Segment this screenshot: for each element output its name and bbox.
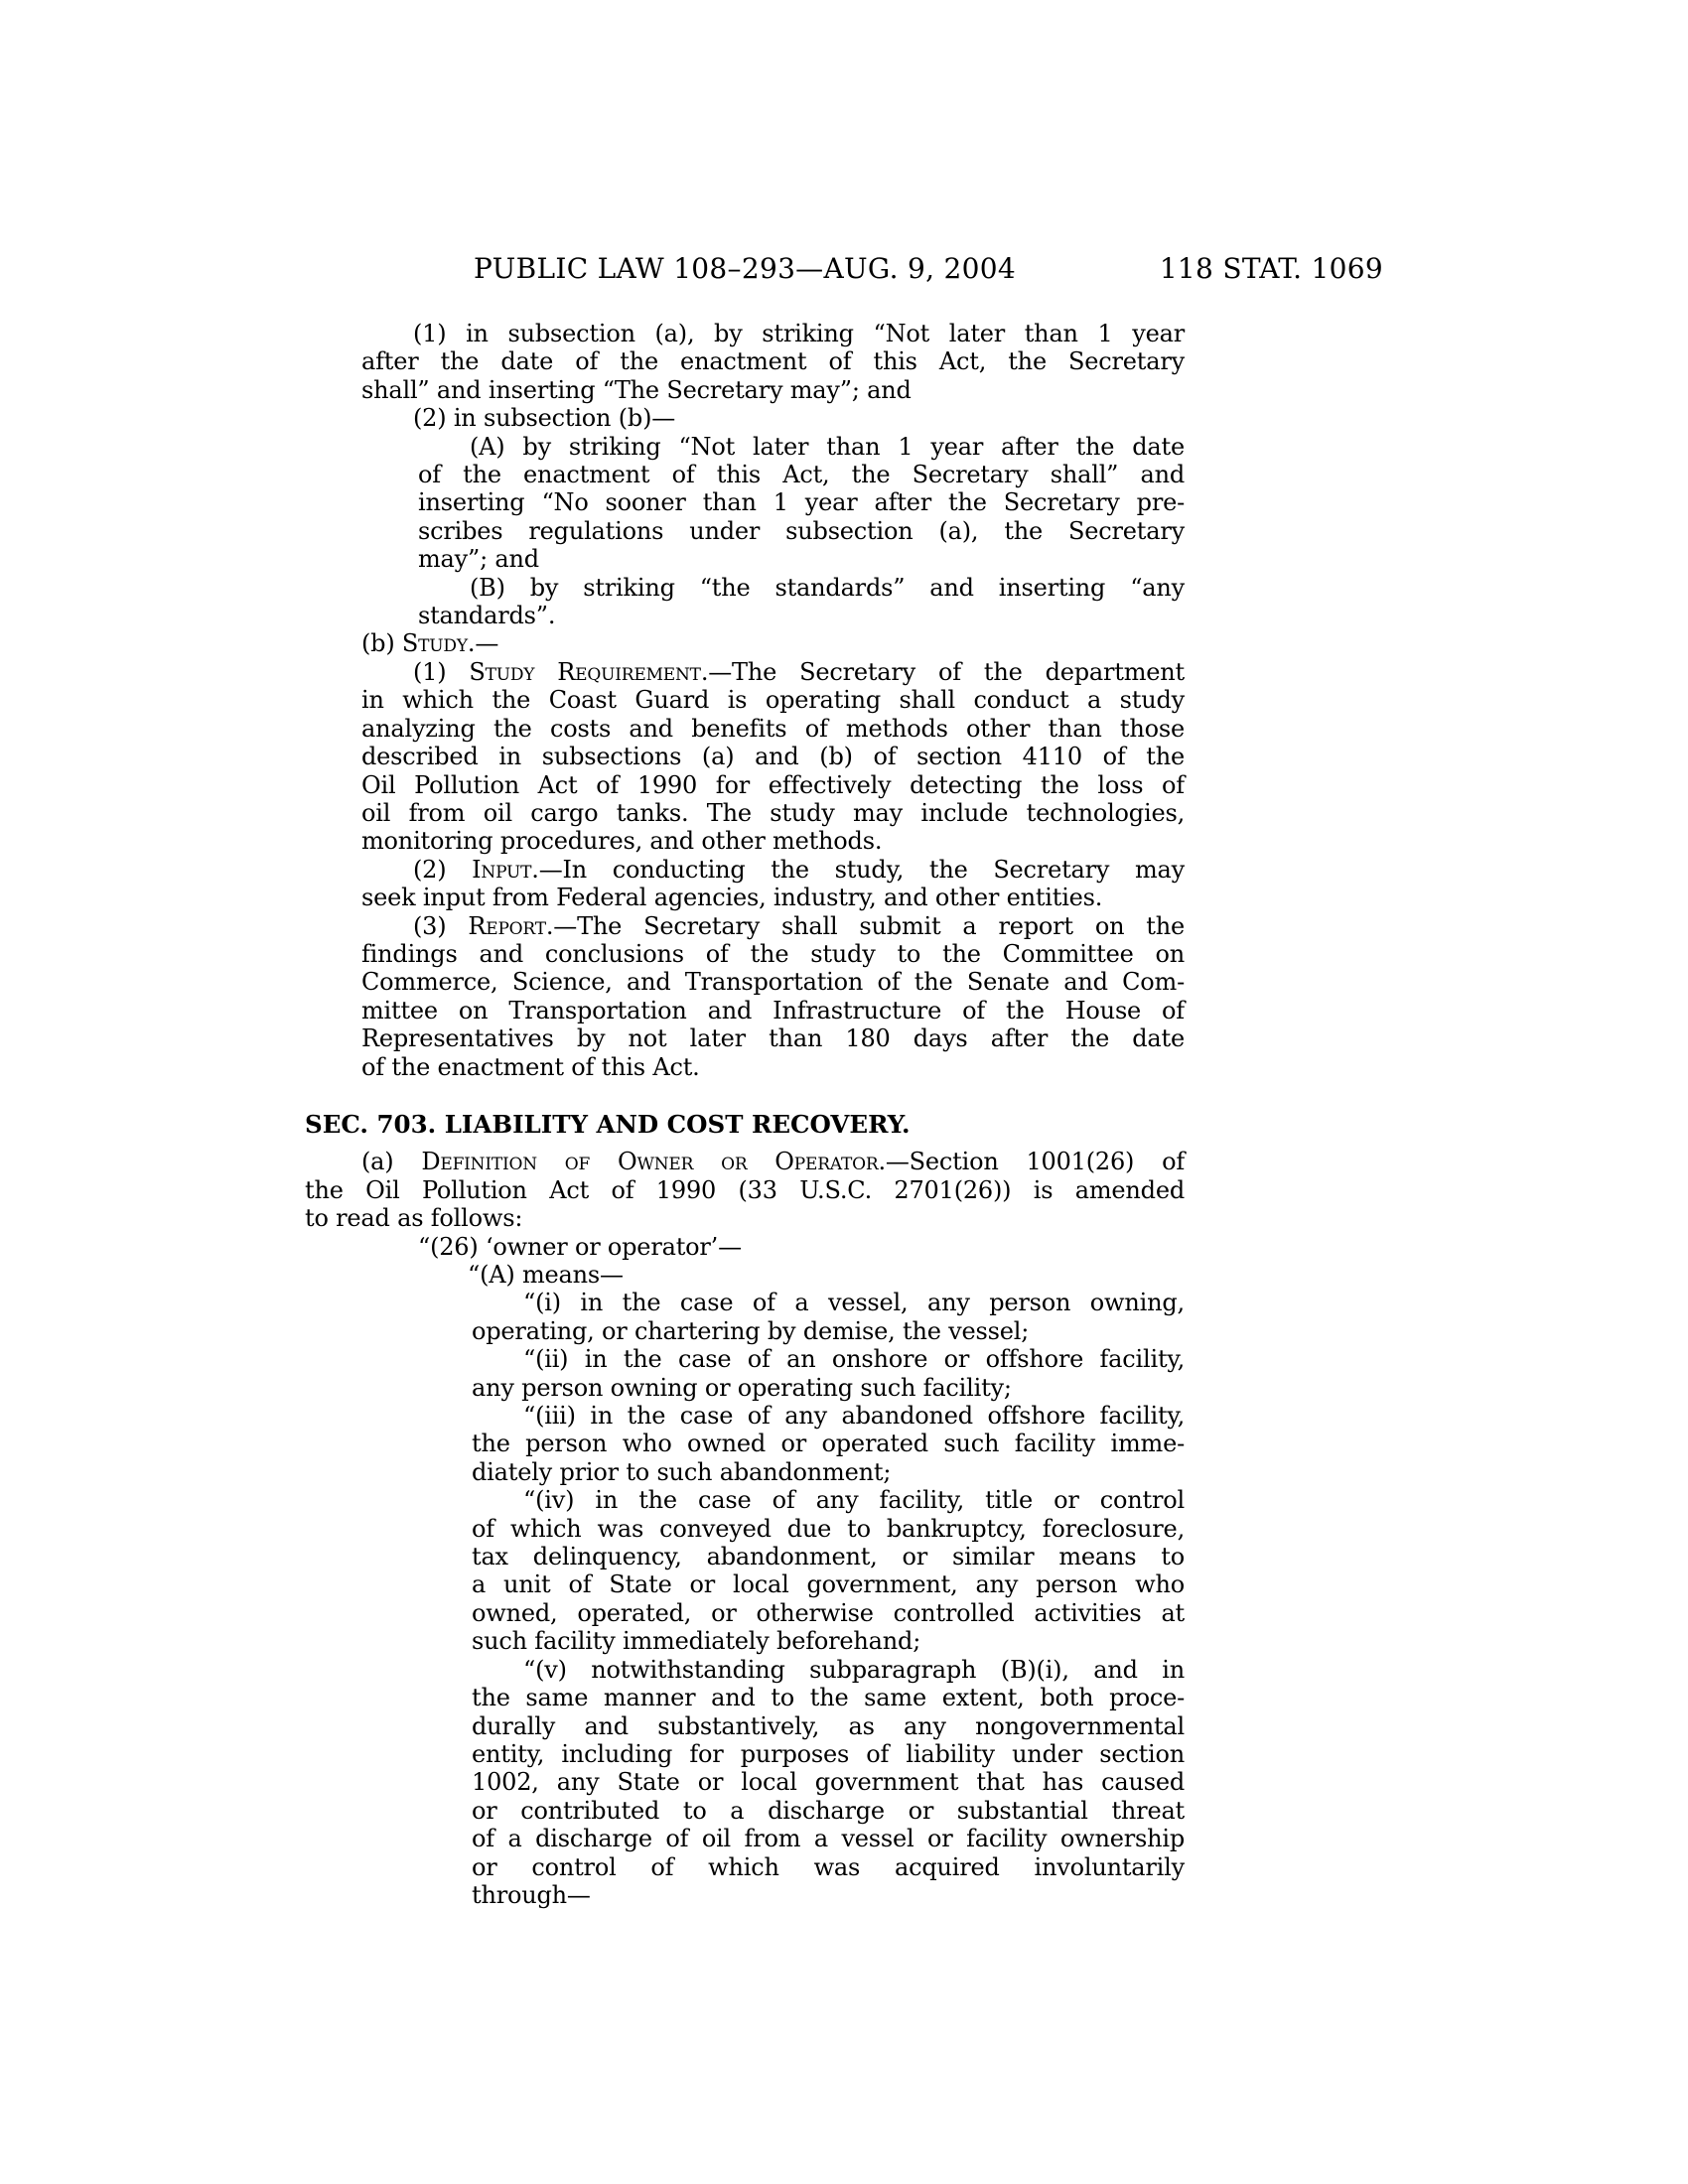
paragraph	[472, 1345, 1185, 1402]
section-heading	[305, 1111, 1185, 1139]
paragraph	[472, 1656, 1185, 1910]
text-line: the Oil Pollution Act of 1990 (33 U.S.C. 2701(26)) is amended	[305, 1175, 1185, 1204]
paragraph	[361, 658, 1185, 856]
text-line: scribes regulations under subsection (a), the Secretary	[418, 516, 1185, 545]
text-line: any person owning or operating such facility;	[472, 1373, 1012, 1402]
small-caps-term: Report	[468, 911, 546, 940]
text-line: “(iii) in the case of any abandoned offshore facility,	[523, 1402, 1185, 1431]
paragraph	[361, 404, 1185, 432]
text-line: tax delinquency, abandonment, or similar means to	[472, 1543, 1185, 1571]
text-line: standards”.	[418, 602, 556, 630]
text-line: the same manner and to the same extent, both proce-	[472, 1684, 1185, 1712]
text-line: Oil Pollution Act of 1990 for effectively detecting the loss of	[361, 770, 1185, 799]
paragraph	[418, 433, 1185, 574]
text-line: “(i) in the case of a vessel, any person owning,	[523, 1289, 1185, 1317]
small-caps-term: Study Requirement	[469, 657, 701, 686]
text-line: a unit of State or local government, any person who	[472, 1570, 1185, 1599]
text-line: entity, including for purposes of liability under section	[472, 1739, 1185, 1768]
text-line: “(A) means—	[468, 1261, 624, 1289]
text-line: durally and substantively, as any nongovernmental	[472, 1711, 1185, 1740]
text-line: of which was conveyed due to bankruptcy, foreclosure,	[472, 1514, 1185, 1543]
text-line: findings and conclusions of the study to the Committee on	[361, 939, 1185, 968]
text-column	[305, 320, 1185, 1909]
text-line: “(v) notwithstanding subparagraph (B)(i), and in	[523, 1655, 1185, 1684]
text-line: through—	[472, 1880, 591, 1909]
text-line: such facility immediately beforehand;	[472, 1627, 921, 1656]
paragraph	[305, 629, 1185, 657]
paragraph	[418, 574, 1185, 630]
text-line: shall” and inserting “The Secretary may”; and	[361, 375, 912, 404]
text-line: “(26) ‘owner or operator’—	[418, 1232, 742, 1261]
small-caps-term: Study	[401, 629, 468, 658]
text-line: or contributed to a discharge or substantial threat	[472, 1796, 1185, 1825]
text-line: described in subsections (a) and (b) of section 4110 of the	[361, 743, 1185, 771]
text-line: after the date of the enactment of this Act, the Secretary	[361, 347, 1185, 376]
text-line: of the enactment of this Act, the Secretary shall” and	[418, 461, 1185, 489]
paragraph	[418, 1233, 1185, 1261]
text-line: seek input from Federal agencies, industry, and other entities.	[361, 884, 1103, 912]
text-line: diately prior to such abandonment;	[472, 1457, 892, 1486]
paragraph	[468, 1261, 1185, 1289]
text-line: oil from oil cargo tanks. The study may include technologies,	[361, 798, 1185, 827]
text-line: the person who owned or operated such facility imme-	[472, 1430, 1185, 1458]
running-head-law-number: PUBLIC LAW 108–293—AUG. 9, 2004	[474, 252, 1016, 285]
text-line: Representatives by not later than 180 days after the date	[361, 1024, 1185, 1053]
small-caps-term: Definition of Owner or Operator	[421, 1148, 879, 1176]
text-line: or control of which was acquired involuntarily	[472, 1852, 1185, 1881]
text-line: monitoring procedures, and other methods.	[361, 827, 883, 856]
text-line: (3) Report.—The Secretary shall submit a report on the	[413, 911, 1185, 940]
text-line: of the enactment of this Act.	[361, 1052, 700, 1081]
text-line: “(ii) in the case of an onshore or offshore facility,	[523, 1345, 1185, 1374]
text-line: (a) Definition of Owner or Operator.—Section 1001(26) of	[361, 1148, 1185, 1176]
text-line: operating, or chartering by demise, the vessel;	[472, 1316, 1030, 1345]
text-line: mittee on Transportation and Infrastructure of the House of	[361, 996, 1185, 1024]
text-line: inserting “No sooner than 1 year after the Secretary pre-	[418, 488, 1185, 517]
text-line: 1002, any State or local government that has caused	[472, 1768, 1185, 1797]
text-line: of a discharge of oil from a vessel or facility ownership	[472, 1825, 1185, 1853]
text-line: Commerce, Science, and Transportation of the Senate and Com-	[361, 968, 1185, 997]
text-line: (B) by striking “the standards” and inserting “any	[470, 573, 1185, 602]
running-head-stat-page: 118 STAT. 1069	[1159, 252, 1383, 285]
paragraph	[472, 1289, 1185, 1345]
text-line: (1) in subsection (a), by striking “Not later than 1 year	[413, 320, 1185, 347]
text-line: may”; and	[418, 545, 539, 574]
text-line: “(iv) in the case of any facility, title or control	[523, 1486, 1185, 1515]
text-line: (1) Study Requirement.—The Secretary of the department	[413, 657, 1186, 686]
text-line: (A) by striking “Not later than 1 year after the date	[470, 432, 1185, 461]
small-caps-term: Input	[472, 855, 532, 884]
text-line: owned, operated, or otherwise controlled activities at	[472, 1598, 1185, 1627]
paragraph	[361, 320, 1185, 404]
paragraph	[361, 912, 1185, 1081]
paragraph	[472, 1486, 1185, 1655]
text-line: analyzing the costs and benefits of methods other than those	[361, 714, 1185, 743]
paragraph	[472, 1402, 1185, 1486]
text-line: SEC. 703. LIABILITY AND COST RECOVERY.	[305, 1109, 911, 1139]
text-line: (2) Input.—In conducting the study, the Secretary may	[413, 855, 1185, 884]
paragraph	[361, 856, 1185, 912]
text-line: in which the Coast Guard is operating shall conduct a study	[361, 686, 1185, 715]
text-line: (b) Study.—	[361, 629, 499, 658]
text-line: (2) in subsection (b)—	[413, 404, 676, 433]
text-line: to read as follows:	[305, 1204, 523, 1233]
paragraph	[305, 1148, 1185, 1232]
